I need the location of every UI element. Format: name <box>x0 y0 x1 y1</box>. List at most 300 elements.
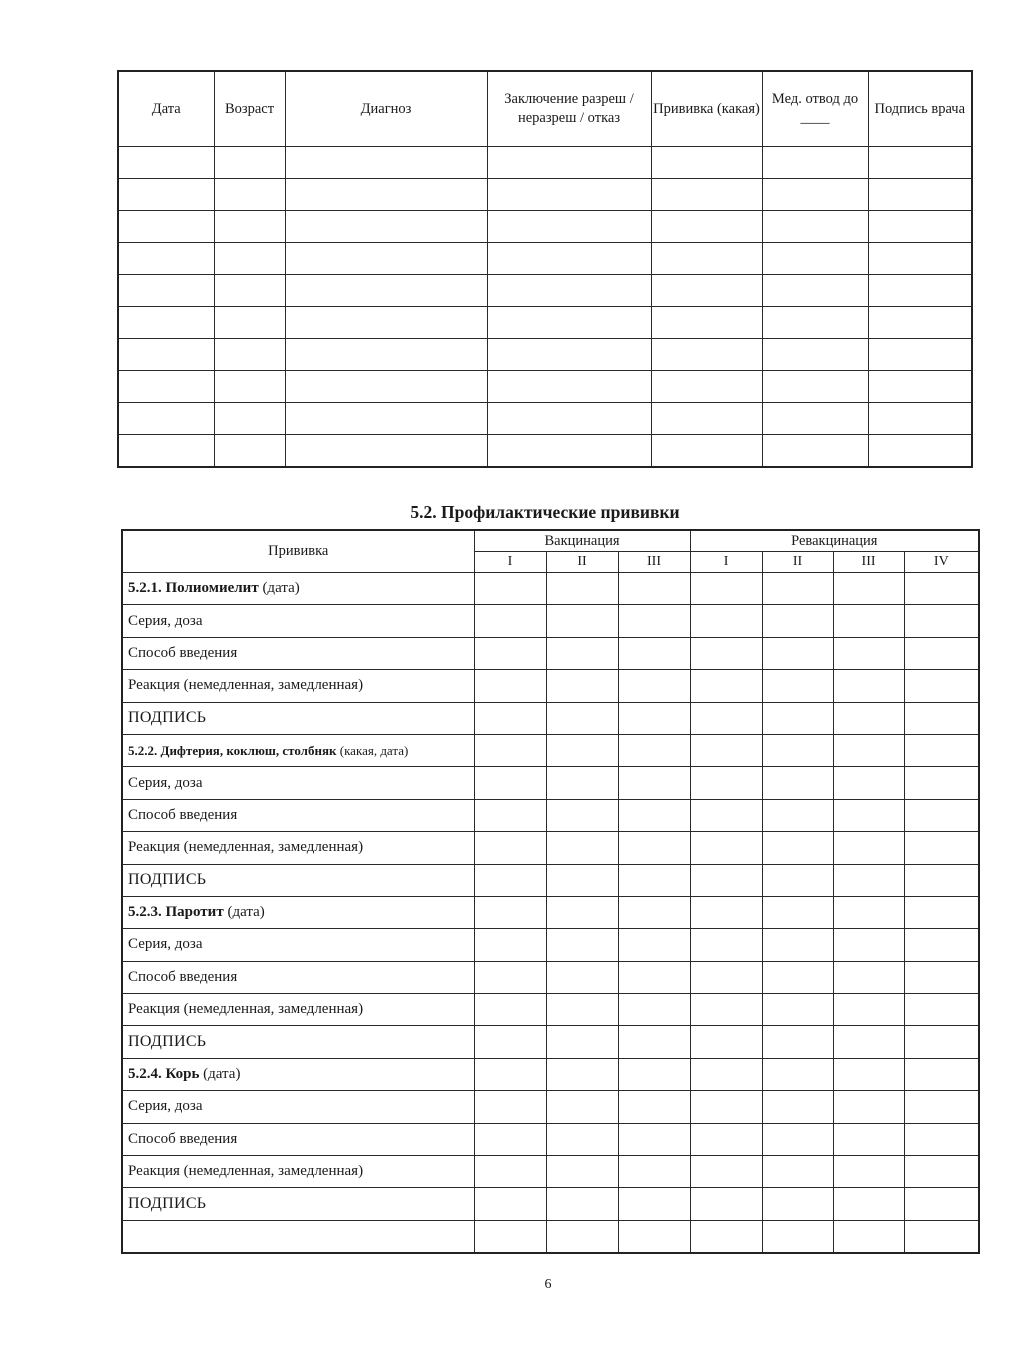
vaccination-cell[interactable] <box>546 702 618 734</box>
vaccination-cell[interactable] <box>904 864 979 896</box>
vaccine-detail-row <box>122 767 979 799</box>
vaccine-detail-row <box>122 670 979 702</box>
exam-table-cell[interactable] <box>762 211 868 243</box>
vaccination-cell[interactable] <box>546 961 618 993</box>
vaccination-cell[interactable] <box>618 605 690 637</box>
vaccine-name: Паротит <box>165 904 224 921</box>
vaccine-detail-label: Серия, доза <box>122 1091 474 1123</box>
vaccination-cell[interactable] <box>474 929 546 961</box>
exam-table-cell[interactable] <box>487 371 651 403</box>
exam-table-cell[interactable] <box>762 147 868 179</box>
vaccine-group-row <box>122 896 979 928</box>
vaccination-cell[interactable] <box>618 1091 690 1123</box>
vaccination-cell[interactable] <box>690 994 762 1026</box>
exam-table-cell[interactable] <box>487 403 651 435</box>
exam-table-cell[interactable] <box>651 307 762 339</box>
vaccination-cell[interactable] <box>833 1188 904 1220</box>
vaccination-cell[interactable] <box>690 573 762 605</box>
vaccination-cell[interactable] <box>546 1026 618 1058</box>
vaccination-cell[interactable] <box>474 1156 546 1188</box>
vaccination-cell[interactable] <box>904 896 979 928</box>
exam-table-cell[interactable] <box>868 435 972 468</box>
vaccination-cell[interactable] <box>833 929 904 961</box>
vaccination-cell[interactable] <box>833 864 904 896</box>
exam-table-row <box>118 371 972 403</box>
vaccination-cell[interactable] <box>546 767 618 799</box>
vaccination-cell[interactable] <box>904 605 979 637</box>
exam-table-cell[interactable] <box>214 307 285 339</box>
exam-table-row <box>118 435 972 468</box>
exam-table-cell[interactable] <box>762 307 868 339</box>
vaccine-detail-label: ПОДПИСЬ <box>122 702 474 734</box>
vaccination-cell[interactable] <box>474 1123 546 1155</box>
vaccine-detail-label: Реакция (немедленная, замедленная) <box>122 1156 474 1188</box>
exam-table-row <box>118 339 972 371</box>
vaccine-detail-label: Способ введения <box>122 961 474 993</box>
vaccination-cell[interactable] <box>904 929 979 961</box>
vaccine-note: (какая, дата) <box>339 742 409 758</box>
vaccination-cell[interactable] <box>833 994 904 1026</box>
vaccination-cell[interactable] <box>474 605 546 637</box>
exam-table-row <box>118 403 972 435</box>
exam-table-cell[interactable] <box>651 339 762 371</box>
exam-table-cell[interactable] <box>651 371 762 403</box>
vaccination-cell[interactable] <box>762 961 833 993</box>
vaccination-cell[interactable] <box>762 832 833 864</box>
vaccination-cell[interactable] <box>904 1220 979 1253</box>
vaccination-cell[interactable] <box>618 637 690 669</box>
vaccination-cell[interactable] <box>762 929 833 961</box>
exam-table-header <box>118 71 972 147</box>
vaccination-cell[interactable] <box>690 1156 762 1188</box>
vaccination-cell[interactable] <box>833 767 904 799</box>
vaccine-detail-row <box>122 605 979 637</box>
exam-table-cell[interactable] <box>762 339 868 371</box>
exam-table-cell[interactable] <box>118 403 214 435</box>
vaccination-cell[interactable] <box>904 832 979 864</box>
vaccine-detail-row <box>122 1091 979 1123</box>
vaccination-cell[interactable] <box>474 1058 546 1090</box>
exam-table-cell[interactable] <box>762 179 868 211</box>
vaccine-note: (дата) <box>262 580 300 597</box>
vaccination-cell[interactable] <box>833 961 904 993</box>
exam-table-cell[interactable] <box>118 307 214 339</box>
vaccination-cell[interactable] <box>690 832 762 864</box>
exam-table-row <box>118 307 972 339</box>
vaccine-group-title <box>122 573 474 605</box>
vaccination-cell[interactable] <box>546 1188 618 1220</box>
vaccination-cell[interactable] <box>904 799 979 831</box>
section-title: 5.2. Профилактические прививки <box>410 502 680 522</box>
vaccination-cell[interactable] <box>546 1156 618 1188</box>
exam-table-row <box>118 275 972 307</box>
exam-table-cell[interactable] <box>285 435 487 468</box>
vaccination-cell[interactable] <box>904 1188 979 1220</box>
vaccination-cell[interactable] <box>474 864 546 896</box>
vaccination-cell[interactable] <box>690 767 762 799</box>
exam-table-cell[interactable] <box>214 211 285 243</box>
col-revaccination: Ревакцинация <box>690 530 979 552</box>
vaccination-cell[interactable] <box>618 1123 690 1155</box>
vaccine-detail-label: Способ введения <box>122 1123 474 1155</box>
vaccination-cell[interactable] <box>762 1091 833 1123</box>
vaccination-cell[interactable] <box>474 1091 546 1123</box>
vaccination-cell[interactable] <box>618 1188 690 1220</box>
exam-table-cell[interactable] <box>651 403 762 435</box>
vaccine-group-number: 5.2.1. <box>128 580 162 597</box>
exam-table-body <box>118 147 972 468</box>
exam-table-cell[interactable] <box>868 179 972 211</box>
vaccination-cell[interactable] <box>762 767 833 799</box>
exam-table-cell[interactable] <box>487 275 651 307</box>
vaccination-cell[interactable] <box>690 1026 762 1058</box>
vaccination-cell[interactable] <box>546 1091 618 1123</box>
exam-table-cell[interactable] <box>762 435 868 468</box>
vaccine-group-number: 5.2.4. <box>128 1066 162 1083</box>
vaccine-detail-row <box>122 799 979 831</box>
vaccination-cell[interactable] <box>618 864 690 896</box>
exam-table-cell[interactable] <box>285 147 487 179</box>
vaccine-detail-label: Серия, доза <box>122 929 474 961</box>
exam-table-cell[interactable] <box>214 339 285 371</box>
vaccination-cell[interactable] <box>546 896 618 928</box>
col-conclusion: Заключение разреш / неразреш / отказ <box>487 71 651 147</box>
vaccination-cell[interactable] <box>762 734 833 766</box>
vaccination-cell[interactable] <box>904 961 979 993</box>
vaccine-detail-row <box>122 832 979 864</box>
exam-table-cell[interactable] <box>487 147 651 179</box>
vaccination-cell[interactable] <box>618 702 690 734</box>
vaccination-cell[interactable] <box>904 994 979 1026</box>
vaccination-cell[interactable] <box>904 1156 979 1188</box>
vaccine-detail-label: Серия, доза <box>122 605 474 637</box>
vaccination-cell[interactable] <box>546 832 618 864</box>
exam-table-cell[interactable] <box>651 243 762 275</box>
exam-table-cell[interactable] <box>487 211 651 243</box>
vaccination-cell[interactable] <box>762 1026 833 1058</box>
vaccination-cell[interactable] <box>546 637 618 669</box>
vaccination-cell[interactable] <box>833 1220 904 1253</box>
vaccination-cell[interactable] <box>762 605 833 637</box>
vaccine-group-title <box>122 734 474 766</box>
exam-table-cell[interactable] <box>487 243 651 275</box>
vaccination-cell[interactable] <box>833 1091 904 1123</box>
vaccination-cell[interactable] <box>690 734 762 766</box>
vaccination-cell[interactable] <box>690 605 762 637</box>
vaccination-cell[interactable] <box>833 637 904 669</box>
vaccine-detail-label: Способ введения <box>122 637 474 669</box>
exam-table-cell[interactable] <box>118 179 214 211</box>
exam-table <box>117 70 973 468</box>
exam-table-cell[interactable] <box>214 371 285 403</box>
col-diagnosis: Диагноз <box>285 71 487 147</box>
stage-r3: III <box>833 552 904 573</box>
exam-table-cell[interactable] <box>285 275 487 307</box>
exam-table-row <box>118 211 972 243</box>
vaccination-cell[interactable] <box>904 1058 979 1090</box>
exam-table-cell[interactable] <box>214 275 285 307</box>
vaccination-cell[interactable] <box>618 573 690 605</box>
vaccine-detail-row <box>122 1026 979 1058</box>
vaccination-cell[interactable] <box>690 670 762 702</box>
vaccination-cell[interactable] <box>833 605 904 637</box>
exam-table-cell[interactable] <box>487 307 651 339</box>
vaccine-detail-label: Реакция (немедленная, замедленная) <box>122 994 474 1026</box>
exam-table-cell[interactable] <box>868 371 972 403</box>
exam-table-cell[interactable] <box>868 243 972 275</box>
vaccination-cell[interactable] <box>690 1058 762 1090</box>
vaccination-cell[interactable] <box>762 864 833 896</box>
exam-table-cell[interactable] <box>214 179 285 211</box>
vaccination-cell[interactable] <box>690 702 762 734</box>
vaccination-cell[interactable] <box>618 1058 690 1090</box>
vaccination-cell[interactable] <box>618 799 690 831</box>
exam-table-cell[interactable] <box>487 179 651 211</box>
vaccination-cell[interactable] <box>474 573 546 605</box>
exam-table-cell[interactable] <box>118 243 214 275</box>
vaccine-detail-label: Реакция (немедленная, замедленная) <box>122 670 474 702</box>
vaccine-empty-label[interactable] <box>122 1220 474 1253</box>
exam-table-cell[interactable] <box>214 435 285 468</box>
vaccination-cell[interactable] <box>904 670 979 702</box>
vaccination-cell[interactable] <box>904 637 979 669</box>
exam-table-cell[interactable] <box>285 243 487 275</box>
stage-v2: II <box>546 552 618 573</box>
vaccine-detail-row <box>122 702 979 734</box>
exam-table-row <box>118 179 972 211</box>
vaccination-cell[interactable] <box>474 799 546 831</box>
vaccination-cell[interactable] <box>546 864 618 896</box>
vaccine-detail-row <box>122 1156 979 1188</box>
vaccination-cell[interactable] <box>904 1026 979 1058</box>
vaccination-cell[interactable] <box>690 1220 762 1253</box>
vaccination-cell[interactable] <box>833 702 904 734</box>
vaccination-cell[interactable] <box>762 1156 833 1188</box>
vaccination-cell[interactable] <box>762 1058 833 1090</box>
exam-table-cell[interactable] <box>487 339 651 371</box>
vaccination-cell[interactable] <box>474 734 546 766</box>
vaccination-cell[interactable] <box>618 896 690 928</box>
vaccination-cell[interactable] <box>833 896 904 928</box>
vaccination-cell[interactable] <box>618 734 690 766</box>
exam-table-cell[interactable] <box>868 307 972 339</box>
exam-table-cell[interactable] <box>118 371 214 403</box>
vaccination-cell[interactable] <box>762 573 833 605</box>
exam-table-cell[interactable] <box>651 275 762 307</box>
exam-table-cell[interactable] <box>285 339 487 371</box>
exam-table-cell[interactable] <box>762 275 868 307</box>
vaccination-cell[interactable] <box>762 1220 833 1253</box>
vaccination-cell[interactable] <box>690 1091 762 1123</box>
vaccination-cell[interactable] <box>690 637 762 669</box>
vaccine-detail-row <box>122 994 979 1026</box>
exam-table-row <box>118 243 972 275</box>
vaccination-cell[interactable] <box>762 896 833 928</box>
vaccination-cell[interactable] <box>546 670 618 702</box>
vaccination-cell[interactable] <box>474 767 546 799</box>
exam-table-cell[interactable] <box>214 403 285 435</box>
vaccine-detail-row <box>122 1188 979 1220</box>
vaccination-cell[interactable] <box>690 799 762 831</box>
vaccination-cell[interactable] <box>762 994 833 1026</box>
vaccine-name: Полиомиелит <box>165 580 259 597</box>
vaccination-cell[interactable] <box>904 734 979 766</box>
vaccination-cell[interactable] <box>546 573 618 605</box>
vaccine-detail-label: Способ введения <box>122 799 474 831</box>
exam-table-cell[interactable] <box>118 275 214 307</box>
exam-table-cell[interactable] <box>651 435 762 468</box>
vaccination-cell[interactable] <box>474 896 546 928</box>
vaccination-cell[interactable] <box>474 637 546 669</box>
vaccine-group-row <box>122 573 979 605</box>
vaccination-cell[interactable] <box>762 1188 833 1220</box>
vaccination-cell[interactable] <box>618 1220 690 1253</box>
vaccination-cell[interactable] <box>690 1123 762 1155</box>
vaccination-cell[interactable] <box>618 1156 690 1188</box>
exam-table-cell[interactable] <box>651 147 762 179</box>
vaccination-cell[interactable] <box>474 1220 546 1253</box>
vaccine-group-title <box>122 896 474 928</box>
page-number: 6 <box>544 1277 552 1292</box>
vaccination-cell[interactable] <box>474 670 546 702</box>
exam-table-cell[interactable] <box>762 371 868 403</box>
vaccination-cell[interactable] <box>618 961 690 993</box>
vaccination-cell[interactable] <box>690 896 762 928</box>
vaccine-note: (дата) <box>203 1066 241 1083</box>
exam-table-cell[interactable] <box>868 339 972 371</box>
vaccination-cell[interactable] <box>474 961 546 993</box>
vaccination-cell[interactable] <box>904 702 979 734</box>
stage-r2: II <box>762 552 833 573</box>
exam-table-cell[interactable] <box>762 243 868 275</box>
col-date: Дата <box>118 71 214 147</box>
exam-table-cell[interactable] <box>868 275 972 307</box>
vaccination-cell[interactable] <box>474 702 546 734</box>
vaccination-cell[interactable] <box>474 832 546 864</box>
vaccine-detail-row <box>122 864 979 896</box>
vaccine-detail-label: ПОДПИСЬ <box>122 1026 474 1058</box>
vaccination-cell[interactable] <box>546 1058 618 1090</box>
vaccination-cell[interactable] <box>474 1026 546 1058</box>
stage-v3: III <box>618 552 690 573</box>
vaccination-cell[interactable] <box>690 929 762 961</box>
vaccine-name: Дифтерия, коклюш, столбняк <box>160 742 337 758</box>
vaccination-cell[interactable] <box>546 605 618 637</box>
vaccination-cell[interactable] <box>546 799 618 831</box>
vaccination-cell[interactable] <box>833 1058 904 1090</box>
exam-table-cell[interactable] <box>651 179 762 211</box>
vaccination-cell[interactable] <box>546 1123 618 1155</box>
exam-table-cell[interactable] <box>285 371 487 403</box>
vaccination-table-body <box>122 573 979 1254</box>
col-vaccination: Вакцинация <box>474 530 690 552</box>
vaccine-detail-label: ПОДПИСЬ <box>122 1188 474 1220</box>
vaccination-cell[interactable] <box>762 1123 833 1155</box>
vaccination-cell[interactable] <box>762 637 833 669</box>
vaccination-header-row <box>122 530 979 552</box>
exam-table-cell[interactable] <box>487 435 651 468</box>
vaccination-cell[interactable] <box>474 1188 546 1220</box>
vaccination-cell[interactable] <box>833 1156 904 1188</box>
vaccine-empty-row <box>122 1220 979 1253</box>
exam-table-cell[interactable] <box>118 211 214 243</box>
vaccination-cell[interactable] <box>618 670 690 702</box>
vaccination-table <box>121 529 980 1254</box>
col-vaccine: Прививка (какая) <box>651 71 762 147</box>
vaccine-detail-row <box>122 637 979 669</box>
vaccination-cell[interactable] <box>904 767 979 799</box>
vaccination-cell[interactable] <box>546 929 618 961</box>
vaccination-cell[interactable] <box>690 961 762 993</box>
vaccine-group-number: 5.2.3. <box>128 904 162 921</box>
vaccine-detail-row <box>122 929 979 961</box>
vaccine-detail-label: Реакция (немедленная, замедленная) <box>122 832 474 864</box>
exam-table-cell[interactable] <box>762 403 868 435</box>
vaccination-cell[interactable] <box>904 1091 979 1123</box>
vaccine-group-title <box>122 1058 474 1090</box>
exam-table-cell[interactable] <box>214 147 285 179</box>
vaccination-cell[interactable] <box>833 799 904 831</box>
exam-table-cell[interactable] <box>214 243 285 275</box>
vaccination-cell[interactable] <box>618 994 690 1026</box>
vaccine-group-number: 5.2.2. <box>128 742 158 758</box>
exam-table-row <box>118 147 972 179</box>
vaccination-cell[interactable] <box>618 832 690 864</box>
vaccination-cell[interactable] <box>833 573 904 605</box>
vaccination-cell[interactable] <box>546 1220 618 1253</box>
vaccination-cell[interactable] <box>474 994 546 1026</box>
vaccination-cell[interactable] <box>904 1123 979 1155</box>
exam-table-cell[interactable] <box>118 147 214 179</box>
vaccination-cell[interactable] <box>618 767 690 799</box>
vaccine-detail-row <box>122 1123 979 1155</box>
exam-table-cell[interactable] <box>118 339 214 371</box>
exam-table-cell[interactable] <box>868 147 972 179</box>
vaccine-detail-row <box>122 961 979 993</box>
vaccination-cell[interactable] <box>762 702 833 734</box>
vaccination-cell[interactable] <box>618 1026 690 1058</box>
vaccination-cell[interactable] <box>833 832 904 864</box>
vaccination-cell[interactable] <box>762 799 833 831</box>
vaccine-group-row <box>122 1058 979 1090</box>
vaccination-cell[interactable] <box>904 573 979 605</box>
exam-table-cell[interactable] <box>285 211 487 243</box>
exam-table-cell[interactable] <box>868 211 972 243</box>
vaccination-cell[interactable] <box>546 734 618 766</box>
exam-table-cell[interactable] <box>868 403 972 435</box>
vaccination-cell[interactable] <box>833 734 904 766</box>
vaccine-note: (дата) <box>227 904 265 921</box>
vaccination-cell[interactable] <box>690 1188 762 1220</box>
exam-table-cell[interactable] <box>118 435 214 468</box>
col-age: Возраст <box>214 71 285 147</box>
col-med-exemption: Мед. отвод до ____ <box>762 71 868 147</box>
vaccination-cell[interactable] <box>833 1123 904 1155</box>
vaccination-cell[interactable] <box>690 864 762 896</box>
vaccination-cell[interactable] <box>762 670 833 702</box>
stage-r4: IV <box>904 552 979 573</box>
vaccination-cell[interactable] <box>546 994 618 1026</box>
exam-table-cell[interactable] <box>285 403 487 435</box>
vaccine-name: Корь <box>165 1066 200 1083</box>
exam-table-cell[interactable] <box>651 211 762 243</box>
exam-table-cell[interactable] <box>285 179 487 211</box>
vaccination-cell[interactable] <box>833 1026 904 1058</box>
vaccination-cell[interactable] <box>833 670 904 702</box>
stage-r1: I <box>690 552 762 573</box>
vaccination-cell[interactable] <box>618 929 690 961</box>
exam-table-cell[interactable] <box>285 307 487 339</box>
